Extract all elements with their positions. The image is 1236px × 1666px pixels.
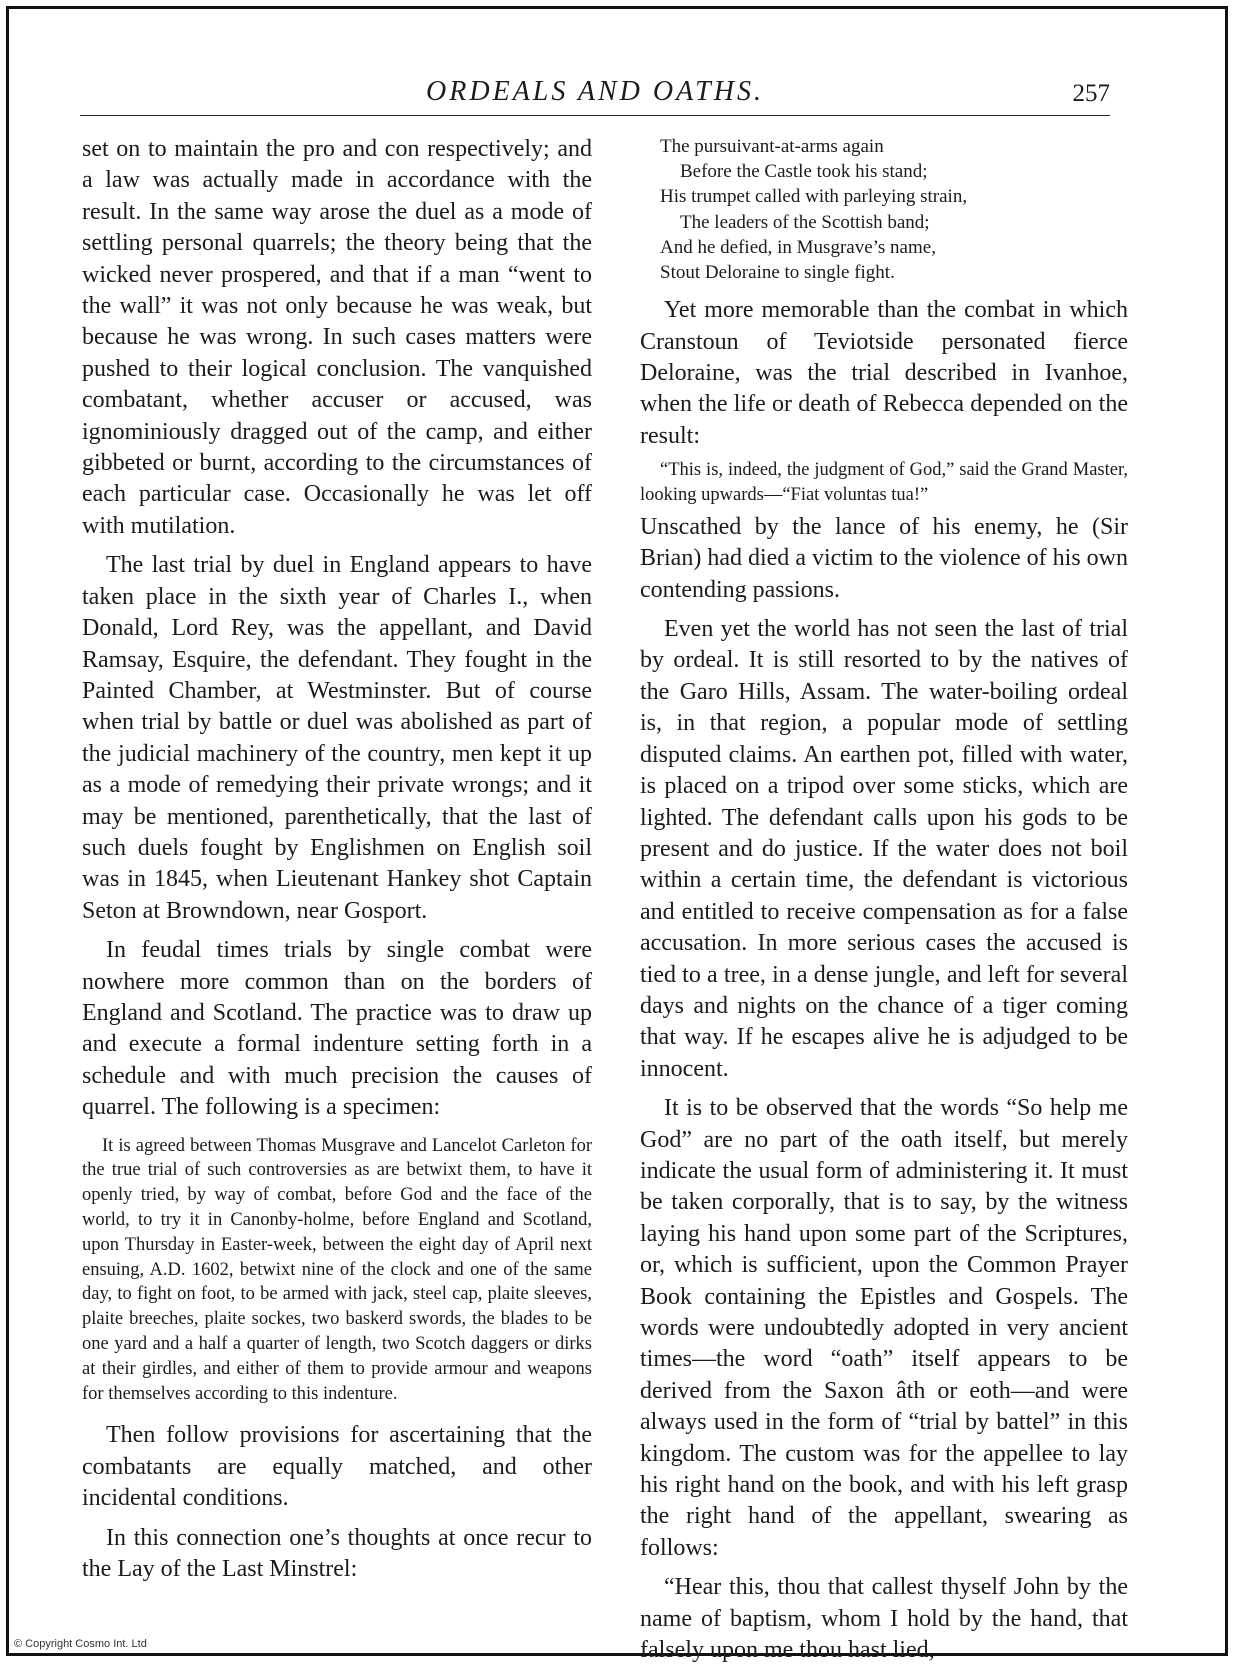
poem-line: Stout Deloraine to single fight.	[660, 262, 895, 284]
paragraph: Even yet the world has not seen the last of trial by ordeal. It is still resorted to by the natives of the Garo Hills, Assam. The water-boiling ordeal is, in that region, a popular mode of settling disputed claims. An earthen pot, filled with water, is placed on a tripod over some sticks, which are lighted. The defendant calls upon his gods to be present and do justice. If the water does not boil within a certain time, the defendant is victorious and entitled to receive compensation as for a false accusation. In more serious cases the accused is tied to a tree, in a dense jungle, and left for several days and nights on the chance of a tiger coming that way. If he escapes alive he is adjudged to be innocent.	[640, 616, 1128, 1082]
paragraph: “Hear this, thou that callest thyself John by the name of baptism, whom I hold by the hand, that falsely upon me thou hast lied,	[640, 1574, 1128, 1664]
paragraph: It is to be observed that the words “So help me God” are no part of the oath itself, but merely indicate the usual form of administering it. It must be taken corporally, that is to say, by the witness laying his hand upon some part of the Scriptures, or, which is sufficient, upon the Common Prayer Book containing the Epistles and Gospels. The words were undoubtedly adopted in very ancient times—the word “oath” itself appears to be derived from the Saxon âth or eoth—and were always used in the form of “trial by battel” in this kingdom. The custom was for the appellee to lay his right hand on the book, and with his left grasp the right hand of the appellant, swearing as follows:	[640, 1095, 1128, 1561]
copyright-notice: © Copyright Cosmo Int. Ltd	[14, 1638, 147, 1650]
ivanhoe-quote: “This is, indeed, the judgment of God,” said the Grand Master, looking upwards—“Fiat voluntas tua!”	[640, 460, 1128, 506]
running-title: ORDEALS AND OATHS.	[426, 76, 764, 107]
paragraph: Yet more memorable than the combat in which Cranstoun of Teviotside personated fierce Deloraine, was the trial described in Ivanhoe, when the life or death of Rebecca depended on the result:	[640, 297, 1128, 449]
left-column	[82, 134, 592, 1585]
paragraph: Unscathed by the lance of his enemy, he (Sir Brian) had died a victim to the violence of his own contending passions.	[640, 513, 1128, 603]
header-rule	[80, 115, 1110, 116]
poem-line: His trumpet called with parleying strain,	[660, 186, 968, 208]
poem-excerpt	[640, 134, 1128, 285]
page-header	[80, 76, 1110, 120]
poem-line: And he defied, in Musgrave’s name,	[660, 236, 936, 258]
right-column	[640, 134, 1128, 1666]
paragraph: The last trial by duel in England appears to have taken place in the sixth year of Charles I., when Donald, Lord Rey, was the appellant, and David Ramsay, Esquire, the defendant. They fought in the Painted Chamber, at Westminster. But of course when trial by battle or duel was abolished as part of the judicial machinery of the country, men kept it up as a mode of remedying their private wrongs; and it may be mentioned, parenthetically, that the last of such duels fought by Englishmen on English soil was in 1845, when Lieutenant Hankey shot Captain Seton at Browndown, near Gosport.	[82, 552, 592, 924]
poem-line: The leaders of the Scottish band;	[680, 211, 930, 233]
poem-line: The pursuivant-at-arms again	[660, 136, 884, 157]
indenture-extract: It is agreed between Thomas Musgrave and Lancelot Carleton for the true trial of such controversies as are betwixt them, to have it openly tried, by way of combat, before God and the face of the world, to try it in Canonby-holme, before England and Scotland, upon Thursday in Easter-week, between the eight day of April next ensuing, A.D. 1602, betwixt nine of the clock and one of the same day, to fight on foot, to be armed with jack, steel cap, plaite sleeves, plaite breeches, plaite sockes, two baskerd swords, the blades to be one yard and a half a quarter of length, two Scotch daggers or dirks at their girdles, and either of them to provide armour and weapons for themselves according to this indenture.	[82, 1135, 592, 1404]
paragraph: set on to maintain the pro and con respectively; and a law was actually made in accordance with the result. In the same way arose the duel as a mode of settling personal quarrels; the theory being that the wicked never prospered, and that if a man “went to the wall” it was not only because he was weak, but because he was wrong. In such cases matters were pushed to their logical conclusion. The vanquished combatant, whether accuser or accused, was ignominiously dragged out of the camp, and either gibbeted or burnt, according to the circumstances of each particular case. Occasionally he was let off with mutilation.	[82, 136, 592, 539]
paragraph: In this connection one’s thoughts at once recur to the Lay of the Last Minstrel:	[82, 1524, 592, 1582]
paragraph: In feudal times trials by single combat were nowhere more common than on the borders of England and Scotland. The practice was to draw up and execute a formal indenture setting forth in a schedule and with much precision the causes of quarrel. The following is a specimen:	[82, 937, 592, 1121]
poem-line: Before the Castle took his stand;	[680, 161, 928, 183]
page-number: 257	[1072, 80, 1110, 107]
paragraph: Then follow provisions for ascertaining that the combatants are equally matched, and other incidental conditions.	[82, 1422, 592, 1512]
